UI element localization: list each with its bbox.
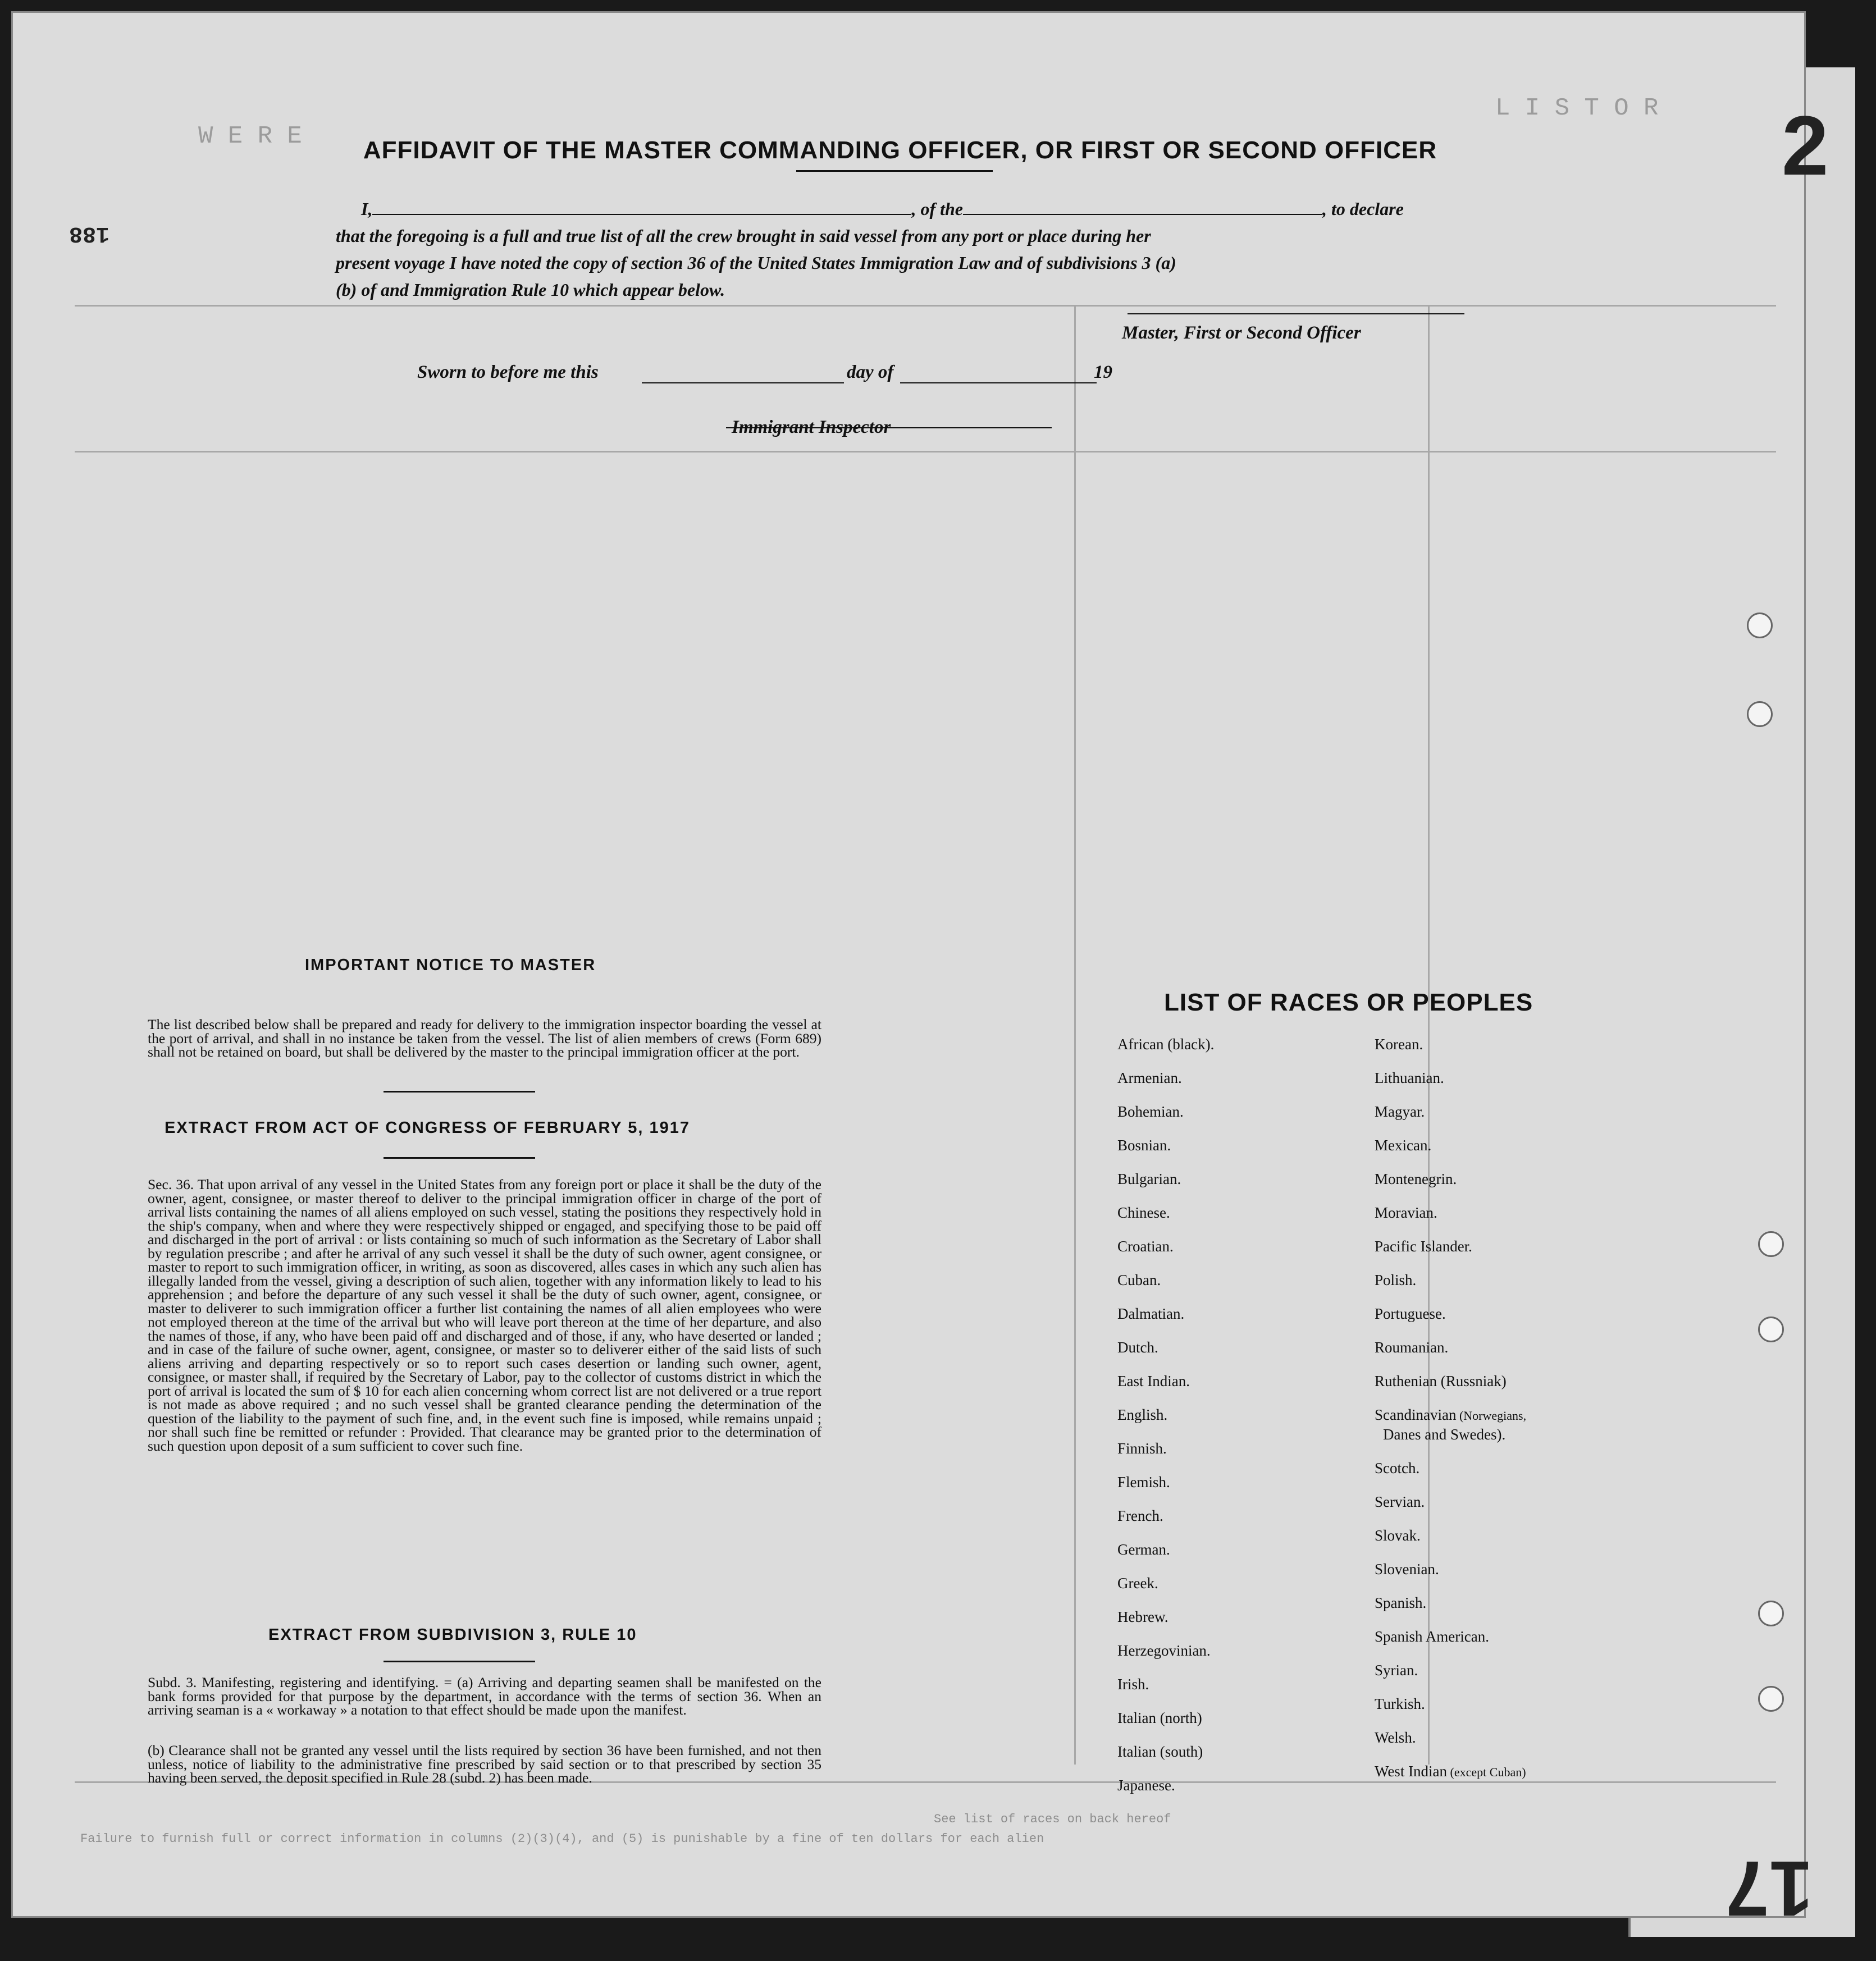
race-note: (Norwegians, xyxy=(1456,1409,1527,1423)
notice-text: The list described below shall be prepared and ready for delivery to the immigration inspector boarding the vessel at the port of arrival, and shall in no instance be taken from the vessel. The list of alien members of crews (Form 689) shall not be retained on board, but shall be delivered by the master to the principal immigration officer at the port. xyxy=(148,1016,821,1060)
rule-text-a: Subd. 3. Manifesting, registering and identifying. = (a) Arriving and departing seamen shall be manifested on the bank forms provided for that purpose by the department, in accordance with the terms of section 36. When an arriving seaman is a « workaway » a notation to that effect should be made upon the manifest. xyxy=(148,1674,821,1718)
act-title: EXTRACT FROM ACT OF CONGRESS OF FEBRUARY 5, 1917 xyxy=(165,1119,691,1137)
bleed-through-rule xyxy=(75,305,1776,307)
race-item: Bohemian. xyxy=(1117,1103,1184,1120)
race-item: Lithuanian. xyxy=(1375,1069,1444,1086)
race-item: Spanish. xyxy=(1375,1594,1427,1611)
year-label: 19 xyxy=(1094,362,1112,382)
rule-text-b: (b) Clearance shall not be granted any vessel until the lists required by section 36 have been furnished, and not then unless, notice of liability to the administrative fine prescribed by said section or to that prescribed by section 35 having been served, the deposit specified in Rule 28 (subd. 2) has been made. xyxy=(148,1742,821,1786)
affidavit-line-4: (b) of and Immigration Rule 10 which appear below. xyxy=(336,280,725,300)
sworn-month-line[interactable] xyxy=(900,382,1097,383)
rule-title-rule xyxy=(384,1661,535,1662)
notice-rule xyxy=(384,1091,535,1093)
binder-hole xyxy=(1758,1231,1784,1257)
race-item: Croatian. xyxy=(1117,1238,1174,1255)
race-item: German. xyxy=(1117,1541,1170,1558)
binder-hole xyxy=(1747,612,1773,638)
affidavit-line-2: that the foregoing is a full and true list of all the crew brought in said vessel from any port or place during her xyxy=(336,226,1151,246)
rule-title: EXTRACT FROM SUBDIVISION 3, RULE 10 xyxy=(268,1626,637,1644)
race-item: Greek. xyxy=(1117,1575,1158,1592)
race-item: Chinese. xyxy=(1117,1204,1170,1221)
sheet-number-top: 2 xyxy=(1782,98,1829,193)
race-item: Flemish. xyxy=(1117,1474,1170,1491)
race-item: Italian (north) xyxy=(1117,1709,1202,1726)
race-item: Portuguese. xyxy=(1375,1305,1446,1322)
race-item: Danes and Swedes). xyxy=(1383,1426,1506,1443)
race-item: Scotch. xyxy=(1375,1460,1420,1477)
race-note: (except Cuban) xyxy=(1447,1765,1526,1779)
day-of-label: day of xyxy=(847,362,894,382)
bleed-through-note: See list of races on back hereof xyxy=(934,1812,1171,1826)
title-rule xyxy=(796,170,993,172)
race-item: Scandinavian (Norwegians, xyxy=(1375,1406,1527,1423)
race-item: Bulgarian. xyxy=(1117,1171,1181,1187)
race-item: Montenegrin. xyxy=(1375,1171,1457,1187)
race-item: Hebrew. xyxy=(1117,1608,1168,1625)
name-blank[interactable] xyxy=(372,197,911,215)
race-item: Cuban. xyxy=(1117,1272,1161,1288)
sworn-label: Sworn to before me this xyxy=(417,362,599,382)
bleed-through-note: Failure to furnish full or correct information in columns (2)(3)(4), and (5) is punishable by a fine of ten dollars for each alien xyxy=(80,1832,1044,1846)
race-item: Roumanian. xyxy=(1375,1339,1449,1356)
bleed-through-rule xyxy=(1428,305,1430,1765)
bleed-through-rule xyxy=(1074,305,1076,1765)
race-item: West Indian (except Cuban) xyxy=(1375,1763,1526,1780)
race-item: Mexican. xyxy=(1375,1137,1432,1154)
race-item: Finnish. xyxy=(1117,1440,1167,1457)
stamp-number: 188 xyxy=(69,221,110,246)
document-page xyxy=(11,11,1829,1933)
affidavit-line-3: present voyage I have noted the copy of section 36 of the United States Immigration Law and of subdivisions 3 (a) xyxy=(336,253,1176,273)
race-item: Bosnian. xyxy=(1117,1137,1171,1154)
binder-hole xyxy=(1758,1601,1784,1626)
race-item: African (black). xyxy=(1117,1036,1215,1053)
race-item: English. xyxy=(1117,1406,1168,1423)
inspector-label: Immigrant Inspector xyxy=(732,417,891,437)
race-item: Pacific Islander. xyxy=(1375,1238,1472,1255)
act-rule xyxy=(384,1157,535,1159)
race-item: Moravian. xyxy=(1375,1204,1437,1221)
bleed-through-rule xyxy=(75,451,1776,452)
binder-hole xyxy=(1758,1317,1784,1342)
race-item: Armenian. xyxy=(1117,1069,1182,1086)
race-item: Korean. xyxy=(1375,1036,1423,1053)
race-item: Japanese. xyxy=(1117,1777,1175,1794)
race-item: Herzegovinian. xyxy=(1117,1642,1211,1659)
race-item: Turkish. xyxy=(1375,1695,1425,1712)
vessel-blank[interactable] xyxy=(963,197,1322,215)
race-item: Dalmatian. xyxy=(1117,1305,1185,1322)
bleed-through-heading: W E R E xyxy=(198,122,302,150)
of-the-label: , of the xyxy=(911,199,963,219)
race-item: Servian. xyxy=(1375,1493,1425,1510)
race-item: East Indian. xyxy=(1117,1373,1190,1389)
bleed-through-heading-right: L I S T O R xyxy=(1495,94,1659,122)
race-item: Spanish American. xyxy=(1375,1628,1489,1645)
act-text: Sec. 36. That upon arrival of any vessel in the United States from any foreign port or place it shall be the duty of the owner, agent, consignee, or master thereof to deliver to the principal immigration officer in charge of the port of arrival lists containing the names of all aliens employed on such vessel, stating the positions they respectively hold in the ship's company, when and where they were respectively shipped or engaged, and specifying those to be paid off and discharged in the port of arrival : or lists containing so much of such information as the Secretary of Labor shall by regulation prescribe ; and after he arrival of any such vessel it shall be the duty of such owner, agent consignee, or master to report to such immigration officer, in writing, as soon as discovered, alles cases in which any such alien has illegally landed from the vessel, giving a description of such alien, together with any information likely to lead to his apprehension ; and before the departure of any such vessel it shall be the duty of such owner, agent, consignee, or master to deliverer to such immigration officer a further list containing the names of all alien employees who were not employed thereon at the time of the arrival but who will leave port thereon at the time of her departure, and also the names of those, if any, who have been paid off and discharged and of those, if any, who have deserted or landed ; and in case of the failure of suche owner, agent, consignee, or master so to deliverer either of the said lists of such aliens arriving and departing respectively or so to report such cases desertion or landing such owner, agent, consignee, or master shall, if required by the Secretary of Labor, pay to the collector of customs district in which the port of arrival is located the sum of $ 10 for each alien concerning whom correct list are not delivered or a true report is not made as above required ; and no such vessel shall be granted clearance pending the determination of the question of the liability to the payment of such fine, and, in the event such fine is imposed, while remains unpaid ; nor shall such fine be remitted or refunder : Provided. That clearance may be granted prior to the determination of such question upon deposit of a sum sufficient to cover such fine. xyxy=(148,1176,821,1454)
race-item: Magyar. xyxy=(1375,1103,1425,1120)
sworn-day-line[interactable] xyxy=(642,382,844,383)
affidavit-title: AFFIDAVIT OF THE MASTER COMMANDING OFFICER, OR FIRST OR SECOND OFFICER xyxy=(363,136,1437,164)
to-declare-label: , to declare xyxy=(1322,199,1404,219)
race-item: Syrian. xyxy=(1375,1662,1418,1679)
race-item: Slovak. xyxy=(1375,1527,1421,1544)
race-item: Polish. xyxy=(1375,1272,1417,1288)
race-item: Italian (south) xyxy=(1117,1743,1203,1760)
binder-hole xyxy=(1758,1686,1784,1712)
master-signature-line[interactable] xyxy=(1128,313,1464,314)
race-item: Welsh. xyxy=(1375,1729,1416,1746)
race-item: Ruthenian (Russniak) xyxy=(1375,1373,1507,1389)
race-item: Irish. xyxy=(1117,1676,1149,1693)
notice-title: IMPORTANT NOTICE TO MASTER xyxy=(305,956,596,974)
i-label: I, xyxy=(361,199,373,219)
master-label: Master, First or Second Officer xyxy=(1122,323,1361,343)
race-item: French. xyxy=(1117,1507,1163,1524)
sheet-number-bottom: 17 xyxy=(1726,1845,1813,1933)
race-item: Dutch. xyxy=(1117,1339,1158,1356)
affidavit-line-1 xyxy=(361,195,1467,222)
binder-hole xyxy=(1747,701,1773,727)
races-title: LIST OF RACES OR PEOPLES xyxy=(1164,989,1533,1016)
race-item: Slovenian. xyxy=(1375,1561,1439,1578)
